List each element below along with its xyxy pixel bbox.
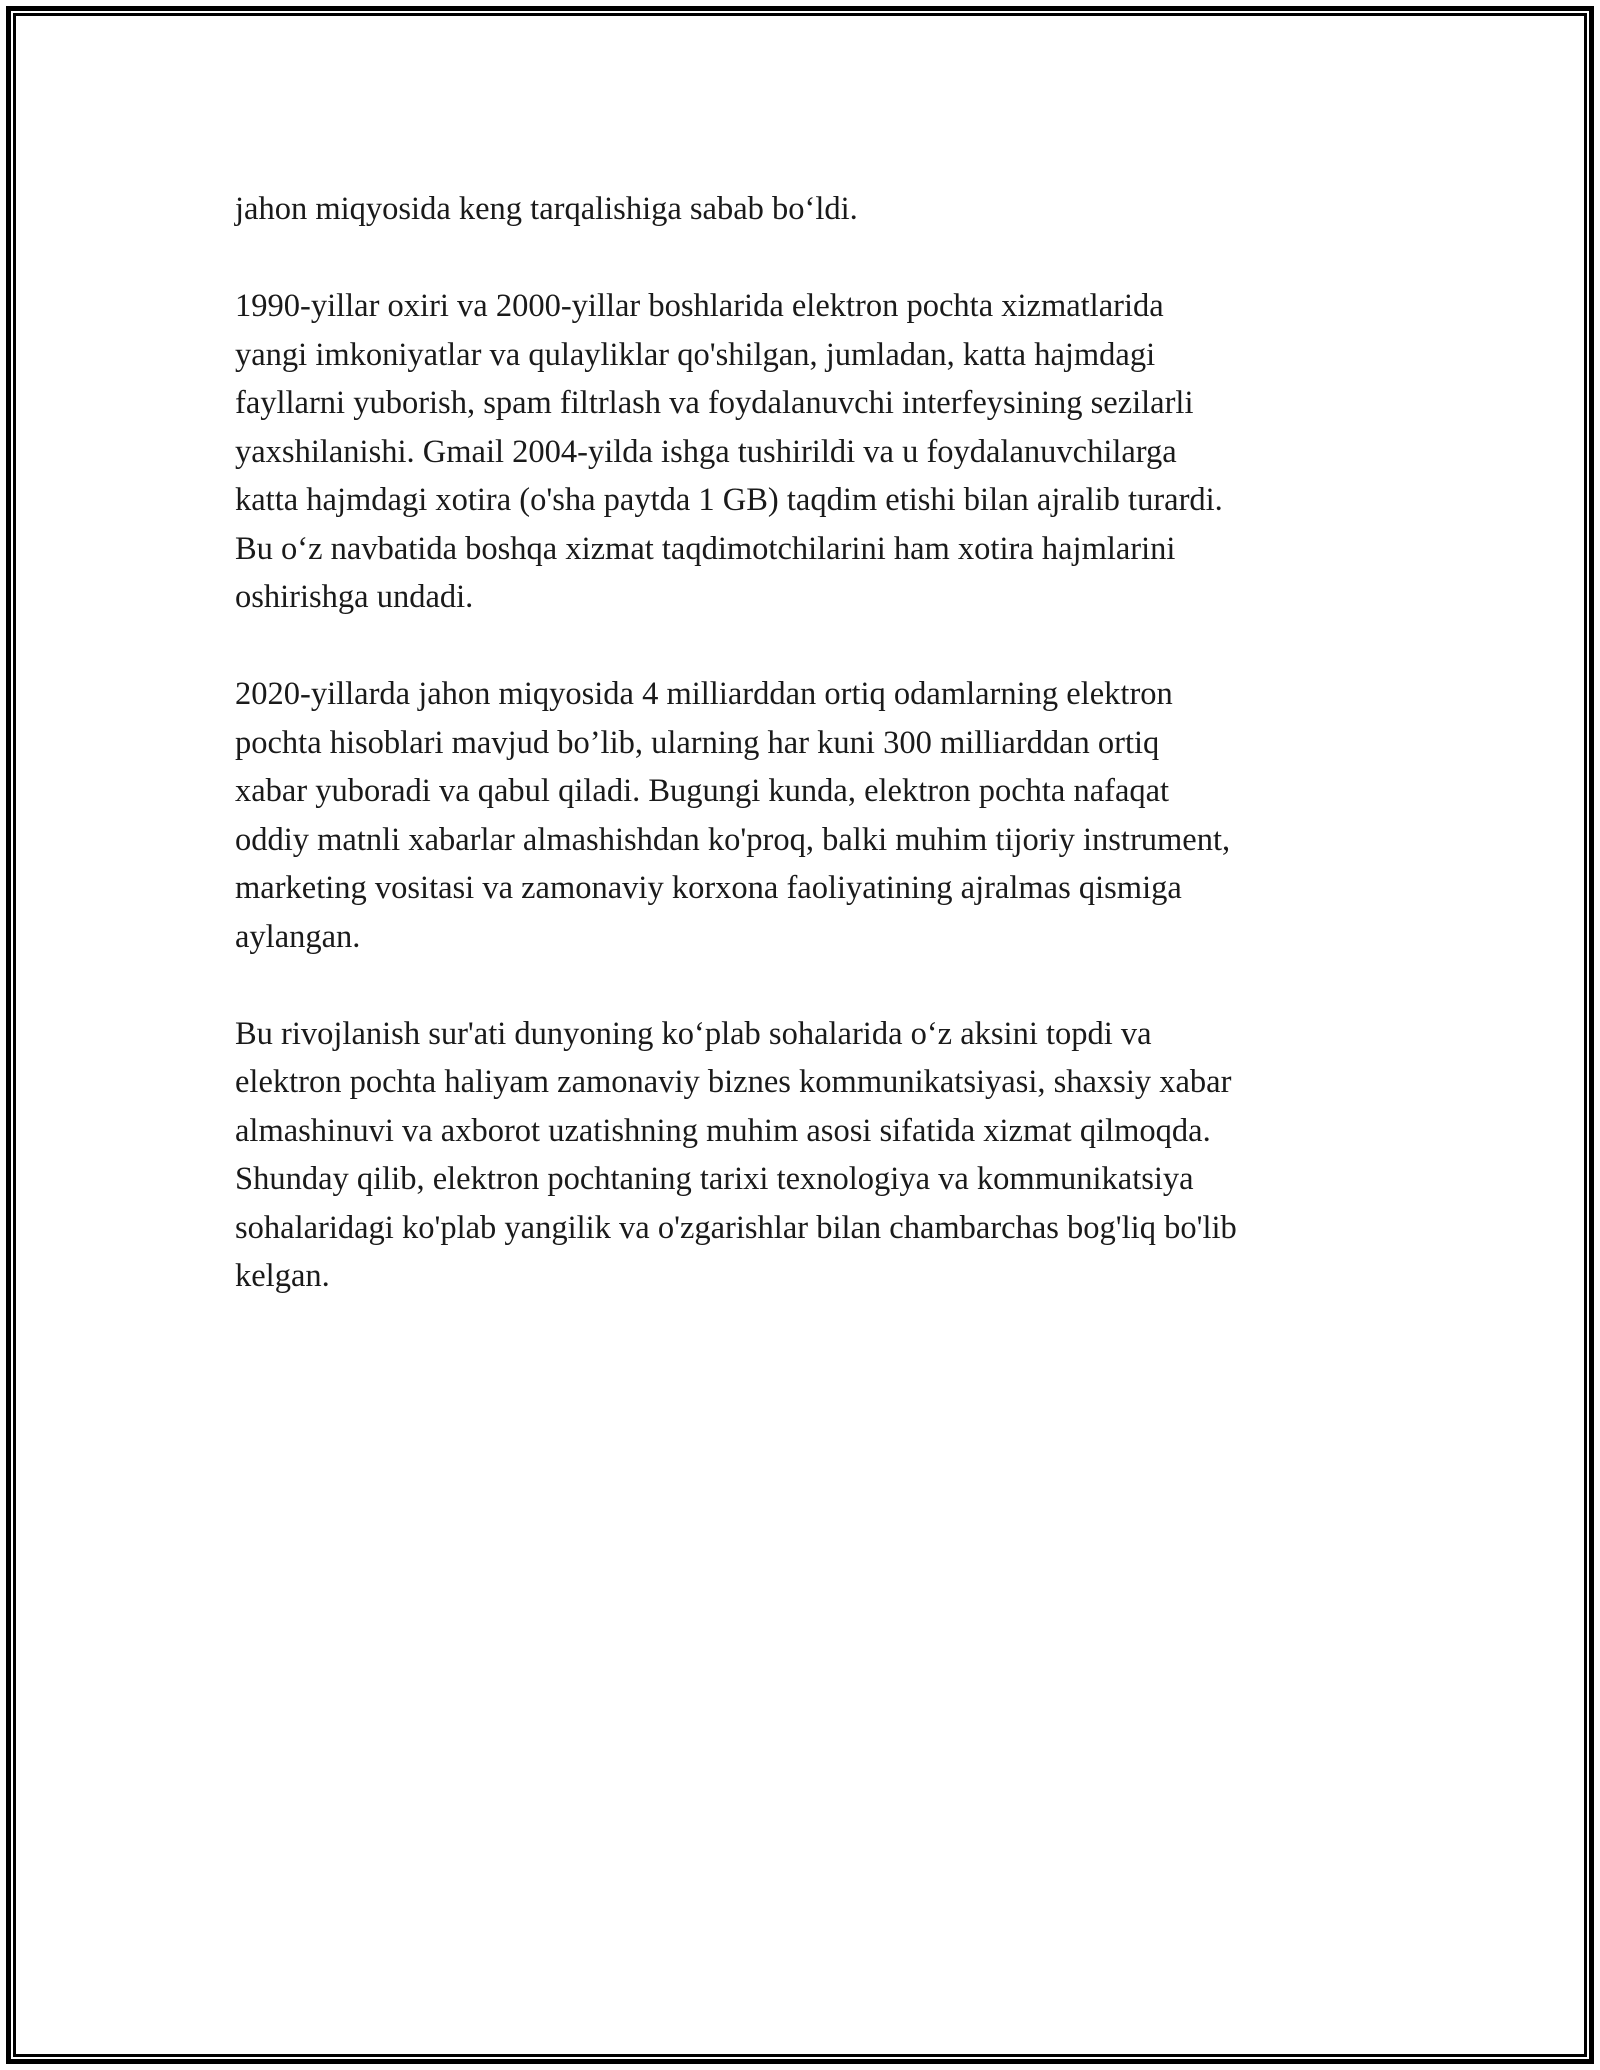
document-body	[235, 185, 1385, 1301]
paragraph-4: Bu rivojlanish sur'ati dunyoning ko‘plab sohalarida o‘z aksini topdi va elektron pochta haliyam zamonaviy biznes kommunikatsiyasi, shaxsiy xabar almashinuvi va axborot uzatishning muhim asosi sifatida xizmat qilmoqda. Shunday qilib, elektron pochtaning tarixi texnologiya va kommunikatsiya sohalaridagi ko'plab yangilik va o'zgarishlar bilan chambarchas bog'liq bo'lib kelgan.	[235, 1015, 1237, 1294]
paragraph-1: jahon miqyosida keng tarqalishiga sabab bo‘ldi.	[235, 191, 858, 227]
paragraph-3: 2020-yillarda jahon miqyosida 4 milliarddan ortiq odamlarning elektron pochta hisoblari mavjud bo’lib, ularning har kuni 300 milliarddan ortiq xabar yuboradi va qabul qiladi. Bugungi kunda, elektron pochta nafaqat oddiy matnli xabarlar almashishdan ko'proq, balki muhim tijoriy instrument, marketing vositasi va zamonaviy korxona faoliyatining ajralmas qismiga aylangan.	[235, 676, 1231, 955]
paragraph-2: 1990-yillar oxiri va 2000-yillar boshlarida elektron pochta xizmatlarida yangi imkoniyatlar va qulayliklar qo'shilgan, jumladan, katta hajmdagi fayllarni yuborish, spam filtrlash va foydalanuvchi interfeysining sezilarli yaxshilanishi. Gmail 2004-yilda ishga tushirildi va u foydalanuvchilarga katta hajmdagi xotira (o'sha paytda 1 GB) taqdim etishi bilan ajralib turardi. Bu o‘z navbatida boshqa xizmat taqdimotchilarini ham xotira hajmlarini oshirishga undadi.	[235, 288, 1223, 615]
